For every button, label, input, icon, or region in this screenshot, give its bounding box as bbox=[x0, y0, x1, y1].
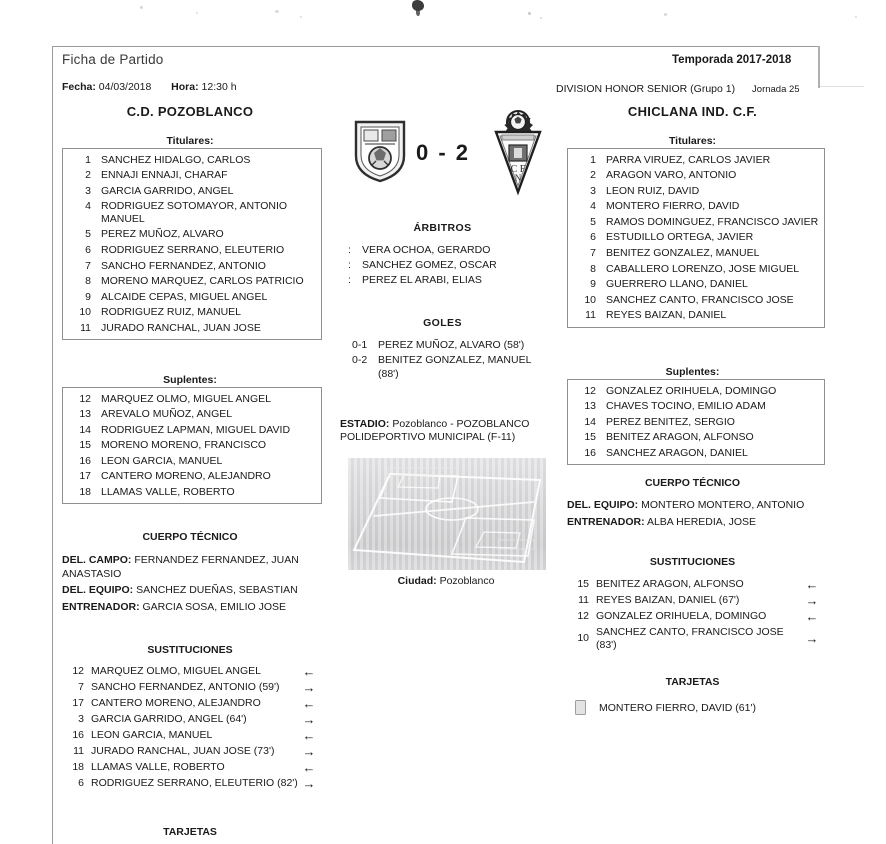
arrow-in-icon: ← bbox=[302, 663, 316, 679]
away-cards-heading: TARJETAS bbox=[665, 676, 720, 688]
home-team-name: C.D. POZOBLANCO bbox=[126, 104, 254, 119]
player-name: PEREZ MUÑOZ, ALVARO bbox=[101, 228, 224, 241]
away-substitutions-heading: SUSTITUCIONES bbox=[649, 556, 736, 568]
staff-name: SANCHEZ DUEÑAS, SEBASTIAN bbox=[136, 584, 298, 597]
substitution-name: SANCHO FERNANDEZ, ANTONIO (59') bbox=[91, 680, 280, 693]
player-number: 10 bbox=[584, 293, 596, 306]
player-number: 11 bbox=[585, 309, 596, 322]
player-name: RODRIGUEZ SOTOMAYOR, ANTONIO MANUEL bbox=[101, 200, 288, 225]
substitution-name: RODRIGUEZ SERRANO, ELEUTERIO (82') bbox=[91, 776, 298, 789]
time-label: Hora: bbox=[171, 81, 199, 93]
player-row bbox=[63, 199, 321, 227]
goals-list bbox=[352, 338, 548, 382]
substitution-row bbox=[567, 624, 823, 653]
substitution-number: 12 bbox=[577, 609, 589, 622]
staff-row bbox=[567, 499, 823, 513]
substitution-row bbox=[62, 727, 320, 743]
player-row bbox=[63, 274, 321, 290]
substitution-row bbox=[62, 759, 320, 775]
goal-score: 0-1 bbox=[352, 339, 368, 351]
home-starters-heading: Titulares: bbox=[166, 135, 214, 147]
staff-row bbox=[62, 554, 320, 581]
player-name: BENITEZ GONZALEZ, MANUEL bbox=[606, 247, 760, 260]
player-number: 4 bbox=[590, 200, 596, 213]
referees-list bbox=[348, 243, 548, 288]
referee-row bbox=[348, 258, 548, 273]
player-name: LLAMAS VALLE, ROBERTO bbox=[101, 486, 235, 499]
player-name: SANCHO FERNANDEZ, ANTONIO bbox=[101, 259, 266, 272]
home-substitutions-heading: SUSTITUCIONES bbox=[147, 644, 233, 656]
city-value: Pozoblanco bbox=[439, 575, 495, 587]
arrow-out-icon: → bbox=[302, 679, 316, 695]
home-substitutes-list bbox=[62, 387, 322, 504]
player-row bbox=[63, 391, 321, 407]
player-row bbox=[568, 430, 824, 446]
goal-scorer: BENITEZ GONZALEZ, MANUEL (88') bbox=[378, 354, 532, 380]
player-row bbox=[63, 183, 321, 199]
player-name: ESTUDILLO ORTEGA, JAVIER bbox=[606, 231, 754, 244]
yellow-card-icon bbox=[575, 700, 586, 715]
player-name: MARQUEZ OLMO, MIGUEL ANGEL bbox=[101, 392, 271, 405]
pitch-photo bbox=[348, 458, 546, 570]
staff-row bbox=[62, 601, 320, 615]
player-name: SANCHEZ CANTO, FRANCISCO JOSE bbox=[606, 293, 794, 306]
arrow-in-icon: ← bbox=[302, 759, 316, 775]
player-name: MONTERO FIERRO, DAVID bbox=[606, 200, 740, 213]
away-cards-list bbox=[572, 698, 822, 717]
home-substitutes-heading: Suplentes: bbox=[163, 374, 217, 386]
staff-name: ALBA HEREDIA, JOSE bbox=[646, 515, 757, 528]
sheet-border-tick bbox=[818, 46, 820, 88]
substitution-row bbox=[62, 775, 320, 791]
staff-role: DEL. EQUIPO: bbox=[567, 499, 639, 511]
substitution-number: 15 bbox=[577, 577, 589, 590]
player-number: 12 bbox=[584, 384, 596, 397]
player-name: MORENO MORENO, FRANCISCO bbox=[101, 439, 267, 452]
player-number: 16 bbox=[79, 454, 91, 467]
time-value: 12:30 h bbox=[201, 81, 237, 93]
player-name: PEREZ BENITEZ, SERGIO bbox=[606, 415, 735, 428]
player-name: RODRIGUEZ SERRANO, ELEUTERIO bbox=[101, 244, 285, 257]
staff-row bbox=[62, 584, 320, 598]
home-starters-list bbox=[62, 148, 322, 340]
substitution-row bbox=[567, 608, 823, 624]
svg-text:N: N bbox=[514, 173, 522, 183]
player-row bbox=[63, 227, 321, 243]
player-number: 15 bbox=[584, 431, 596, 444]
player-name: CANTERO MORENO, ALEJANDRO bbox=[101, 470, 271, 483]
player-name: RAMOS DOMINGUEZ, FRANCISCO JAVIER bbox=[606, 215, 819, 228]
referee-colon: : bbox=[348, 244, 351, 256]
home-team-crest bbox=[352, 118, 408, 184]
matchday-label: Jornada 25 bbox=[752, 84, 800, 95]
player-name: SANCHEZ HIDALGO, CARLOS bbox=[101, 153, 251, 166]
arrow-out-icon: → bbox=[302, 775, 316, 791]
player-row bbox=[568, 261, 824, 277]
player-number: 8 bbox=[590, 262, 596, 275]
away-staff-list bbox=[567, 499, 823, 532]
substitution-name: BENITEZ ARAGON, ALFONSO bbox=[596, 577, 744, 590]
competition-info bbox=[556, 83, 800, 95]
goal-score: 0-2 bbox=[352, 354, 368, 366]
staff-role: DEL. CAMPO: bbox=[62, 554, 132, 566]
away-staff-heading: CUERPO TÉCNICO bbox=[644, 477, 741, 489]
away-starters-heading: Titulares: bbox=[668, 135, 717, 147]
match-score: 0 - 2 bbox=[415, 140, 471, 165]
goal-scorer: PEREZ MUÑOZ, ALVARO (58') bbox=[378, 339, 525, 351]
referee-colon: : bbox=[348, 274, 351, 286]
home-substitutions-list bbox=[62, 663, 320, 791]
player-row bbox=[63, 321, 321, 337]
player-number: 12 bbox=[79, 392, 91, 405]
away-substitutes-list bbox=[567, 379, 825, 465]
player-number: 18 bbox=[79, 486, 91, 499]
arrow-out-icon: → bbox=[805, 631, 819, 646]
season-label: Temporada 2017-2018 bbox=[672, 54, 792, 66]
referee-row bbox=[348, 273, 548, 288]
player-name: ARAGON VARO, ANTONIO bbox=[606, 169, 737, 182]
city-label: Ciudad: bbox=[397, 575, 437, 587]
player-number: 16 bbox=[584, 446, 596, 459]
substitution-number: 11 bbox=[578, 593, 589, 606]
player-number: 5 bbox=[85, 228, 91, 241]
away-substitutions-list bbox=[567, 576, 823, 653]
goals-heading: GOLES bbox=[423, 317, 462, 329]
substitution-name: GONZALEZ ORIHUELA, DOMINGO bbox=[596, 609, 767, 622]
staff-row bbox=[567, 516, 823, 530]
substitution-row bbox=[62, 743, 320, 759]
player-number: 6 bbox=[590, 231, 596, 244]
player-row bbox=[63, 152, 321, 168]
substitution-number: 10 bbox=[577, 632, 589, 644]
staff-role: ENTRENADOR: bbox=[62, 600, 140, 613]
referee-name: SANCHEZ GOMEZ, OSCAR bbox=[362, 259, 497, 271]
player-row bbox=[568, 199, 824, 215]
arrow-out-icon: → bbox=[302, 743, 316, 759]
player-row bbox=[568, 414, 824, 430]
player-number: 2 bbox=[85, 169, 91, 182]
player-number: 15 bbox=[79, 439, 91, 452]
arrow-in-icon: ← bbox=[302, 695, 316, 711]
player-row bbox=[63, 289, 321, 305]
player-name: GUERRERO LLANO, DANIEL bbox=[606, 278, 748, 291]
player-number: 3 bbox=[85, 184, 91, 197]
player-name: LEON GARCIA, MANUEL bbox=[101, 454, 223, 467]
city-info bbox=[340, 575, 552, 587]
away-starters-list bbox=[567, 148, 825, 328]
player-number: 1 bbox=[85, 153, 91, 166]
substitution-number: 16 bbox=[72, 728, 84, 741]
card-player-name: MONTERO FIERRO, DAVID (61') bbox=[599, 701, 756, 714]
substitution-row bbox=[62, 695, 320, 711]
player-number: 17 bbox=[79, 470, 91, 483]
player-name: GONZALEZ ORIHUELA, DOMINGO bbox=[606, 384, 777, 397]
player-name: AREVALO MUÑOZ, ANGEL bbox=[101, 408, 233, 421]
stadium-info bbox=[340, 418, 552, 444]
player-name: CHAVES TOCINO, EMILIO ADAM bbox=[606, 400, 766, 413]
player-row bbox=[568, 214, 824, 230]
player-name: MORENO MARQUEZ, CARLOS PATRICIO bbox=[101, 275, 304, 288]
substitution-number: 11 bbox=[73, 744, 84, 757]
stadium-value: Pozoblanco - POZOBLANCO POLIDEPORTIVO MUNICIPAL (F-11) bbox=[340, 418, 530, 443]
substitution-name: REYES BAIZAN, DANIEL (67') bbox=[596, 593, 740, 606]
substitution-name: JURADO RANCHAL, JUAN JOSE (73') bbox=[91, 744, 275, 757]
player-row bbox=[568, 399, 824, 415]
player-row bbox=[568, 277, 824, 293]
date-value: 04/03/2018 bbox=[98, 81, 152, 93]
player-row bbox=[63, 453, 321, 469]
player-name: RODRIGUEZ LAPMAN, MIGUEL DAVID bbox=[101, 423, 291, 436]
substitution-number: 18 bbox=[72, 760, 84, 773]
player-row bbox=[63, 485, 321, 501]
substitution-row bbox=[567, 576, 823, 592]
player-name: RODRIGUEZ RUIZ, MANUEL bbox=[101, 306, 242, 319]
substitution-number: 17 bbox=[72, 696, 84, 709]
away-substitutes-heading: Suplentes: bbox=[665, 366, 720, 378]
arrow-out-icon: → bbox=[302, 711, 316, 727]
substitution-name: CANTERO MORENO, ALEJANDRO bbox=[91, 696, 261, 709]
substitution-row bbox=[62, 663, 320, 679]
date-label: Fecha: bbox=[62, 81, 96, 93]
player-row bbox=[568, 308, 824, 324]
goal-row bbox=[352, 338, 548, 352]
player-row bbox=[63, 422, 321, 438]
substitution-row bbox=[567, 592, 823, 608]
arrow-in-icon: ← bbox=[302, 727, 316, 743]
player-name: BENITEZ ARAGON, ALFONSO bbox=[606, 431, 754, 444]
player-number: 7 bbox=[590, 247, 596, 260]
player-name: LEON RUIZ, DAVID bbox=[606, 184, 700, 197]
player-row bbox=[568, 152, 824, 168]
stadium-label: ESTADIO: bbox=[340, 418, 390, 430]
player-number: 10 bbox=[79, 306, 91, 319]
player-name: JURADO RANCHAL, JUAN JOSE bbox=[101, 322, 261, 335]
substitution-name: MARQUEZ OLMO, MIGUEL ANGEL bbox=[91, 664, 261, 677]
referee-name: PEREZ EL ARABI, ELIAS bbox=[362, 274, 482, 286]
player-number: 6 bbox=[85, 244, 91, 257]
staff-role: ENTRENADOR: bbox=[567, 515, 645, 528]
goal-row bbox=[352, 353, 548, 381]
player-name: ALCAIDE CEPAS, MIGUEL ANGEL bbox=[101, 290, 268, 303]
player-number: 14 bbox=[584, 415, 596, 428]
referee-name: VERA OCHOA, GERARDO bbox=[362, 244, 491, 256]
substitution-row bbox=[62, 711, 320, 727]
competition-name: DIVISION HONOR SENIOR (Grupo 1) bbox=[556, 83, 736, 95]
player-number: 14 bbox=[79, 423, 91, 436]
referee-colon: : bbox=[348, 259, 351, 271]
staff-role: DEL. EQUIPO: bbox=[62, 584, 134, 597]
referee-row bbox=[348, 243, 548, 258]
substitution-name: LEON GARCIA, MANUEL bbox=[91, 728, 213, 741]
player-number: 7 bbox=[85, 259, 91, 272]
substitution-number: 6 bbox=[78, 776, 84, 789]
player-row bbox=[568, 383, 824, 399]
arrow-out-icon: → bbox=[805, 592, 819, 608]
match-datetime bbox=[62, 81, 237, 93]
player-number: 4 bbox=[85, 200, 91, 213]
player-row bbox=[63, 243, 321, 259]
home-staff-heading: CUERPO TÉCNICO bbox=[142, 531, 238, 543]
staff-name: GARCIA SOSA, EMILIO JOSE bbox=[142, 600, 287, 613]
substitution-name: SANCHEZ CANTO, FRANCISCO JOSE (83') bbox=[596, 625, 784, 651]
player-number: 11 bbox=[80, 322, 91, 335]
player-row bbox=[568, 246, 824, 262]
player-row bbox=[568, 445, 824, 461]
player-number: 13 bbox=[79, 408, 91, 421]
player-number: 9 bbox=[590, 278, 596, 291]
player-name: ENNAJI ENNAJI, CHARAF bbox=[101, 169, 228, 182]
player-name: CABALLERO LORENZO, JOSE MIGUEL bbox=[606, 262, 800, 275]
player-row bbox=[63, 407, 321, 423]
arrow-in-icon: ← bbox=[805, 608, 819, 624]
player-number: 8 bbox=[85, 275, 91, 288]
substitution-number: 12 bbox=[72, 664, 84, 677]
player-number: 2 bbox=[590, 169, 596, 182]
away-team-name: CHICLANA IND. C.F. bbox=[627, 104, 758, 119]
player-row bbox=[568, 230, 824, 246]
substitution-number: 3 bbox=[78, 712, 84, 725]
away-team-crest bbox=[487, 110, 549, 196]
player-name: PARRA VIRUEZ, CARLOS JAVIER bbox=[606, 153, 771, 166]
substitution-row bbox=[62, 679, 320, 695]
home-cards-heading: TARJETAS bbox=[163, 826, 217, 838]
player-row bbox=[63, 469, 321, 485]
scan-artifacts bbox=[0, 0, 886, 46]
home-staff-list bbox=[62, 554, 320, 617]
player-row bbox=[63, 258, 321, 274]
player-name: SANCHEZ ARAGON, DANIEL bbox=[606, 446, 748, 459]
staff-name: FERNANDEZ FERNANDEZ, JUAN ANASTASIO bbox=[62, 554, 299, 580]
arrow-in-icon: ← bbox=[805, 576, 819, 592]
player-number: 1 bbox=[590, 153, 596, 166]
player-name: GARCIA GARRIDO, ANGEL bbox=[101, 184, 234, 197]
player-row bbox=[63, 438, 321, 454]
substitution-number: 7 bbox=[78, 680, 84, 693]
player-row bbox=[63, 168, 321, 184]
substitution-name: LLAMAS VALLE, ROBERTO bbox=[91, 760, 225, 773]
player-number: 9 bbox=[85, 290, 91, 303]
page-title: Ficha de Partido bbox=[62, 52, 164, 67]
player-row bbox=[63, 305, 321, 321]
player-number: 13 bbox=[584, 400, 596, 413]
card-row bbox=[572, 698, 822, 717]
staff-name: MONTERO MONTERO, ANTONIO bbox=[641, 499, 805, 511]
player-row bbox=[568, 168, 824, 184]
player-row bbox=[568, 183, 824, 199]
player-name: REYES BAIZAN, DANIEL bbox=[606, 309, 727, 322]
player-row bbox=[568, 292, 824, 308]
svg-text:C F: C F bbox=[510, 164, 526, 175]
substitution-name: GARCIA GARRIDO, ANGEL (64') bbox=[91, 712, 247, 725]
player-number: 3 bbox=[590, 184, 596, 197]
referees-heading: ÁRBITROS bbox=[413, 222, 472, 234]
player-number: 5 bbox=[590, 215, 596, 228]
sheet-border-wisp bbox=[820, 86, 864, 87]
